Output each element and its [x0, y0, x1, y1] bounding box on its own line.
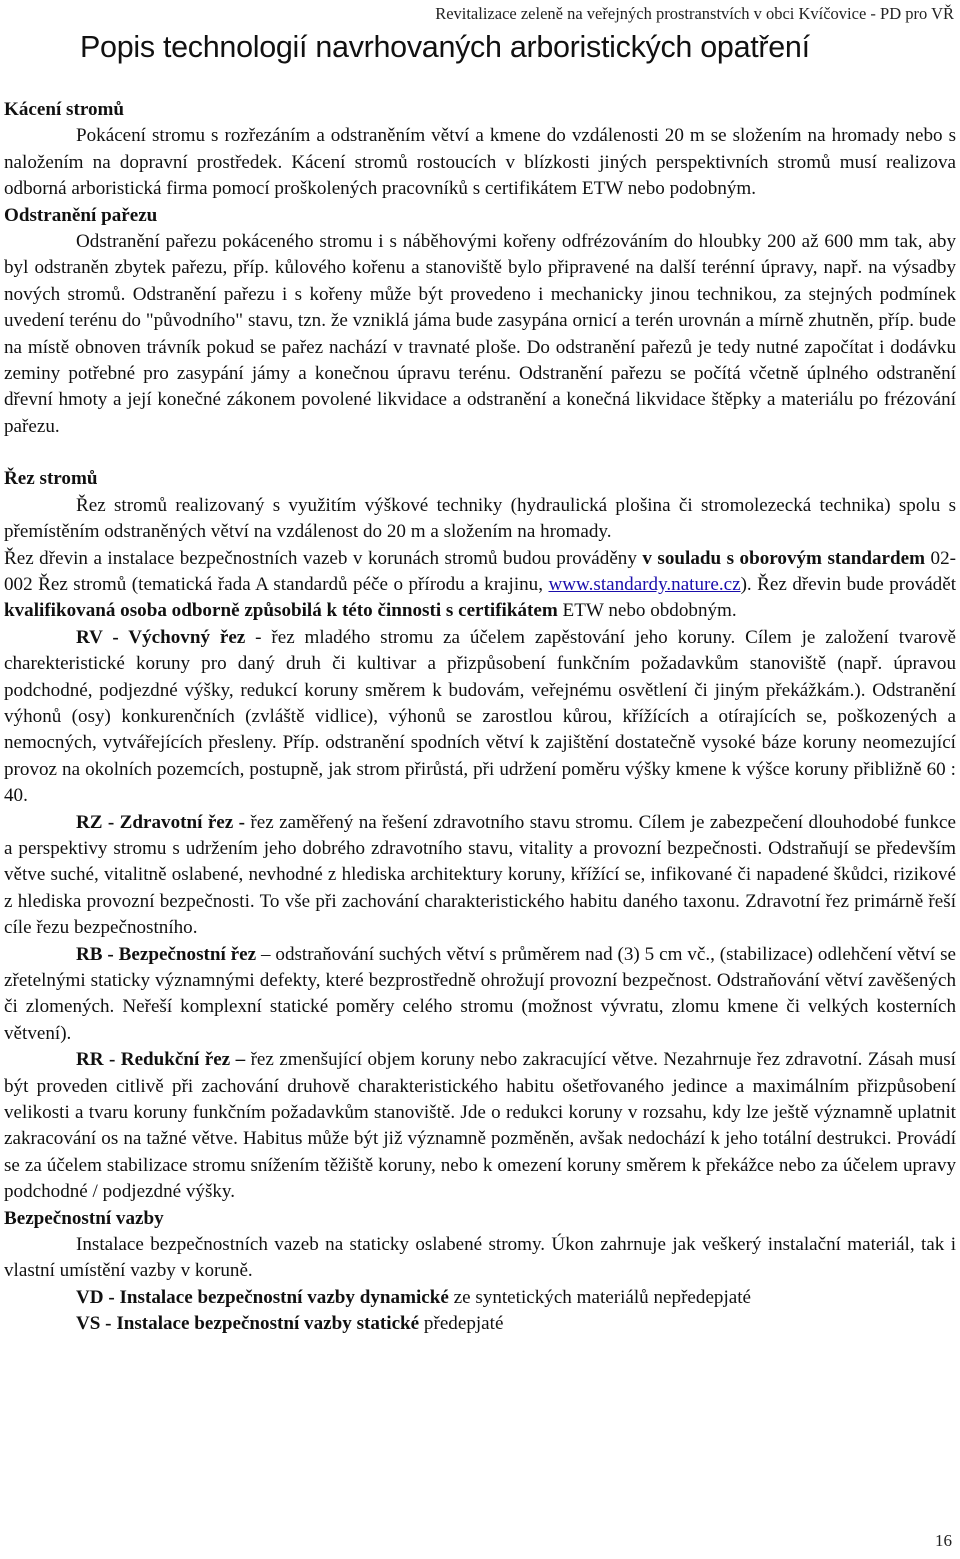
term-rr: RR - Redukční řez – — [76, 1049, 246, 1071]
text-span: - řez mladého stromu za účelem zapěstování jeho koruny. Cílem je založení tvarově charekteristické koruny pro daný druh či kultivar a přizpůsobení funkčním požadavkům stanoviště (např. úpravou podchodné, podjezdné výšky, redukcí koruny směrem k budovám, veřejnému osvětlení či jiným překážkám.). Odstranění výhonů (osy) konkurenčních (zvláště vidlice), výhonů se zarostlou kůrou, křížících a otírajících se, poškozených a nemocných, vytvářejících přesleny. Příp. odstranění spodních větví k zajištění dostatečně vysoké báze koruny neomezující provoz na okolních pozemcích, postupně, jak strom přirůstá, při udržení poměru výšky kmene k výšce koruny přibližně 60 : 40. — [4, 626, 956, 807]
section-heading-kaceni: Kácení stromů — [4, 99, 125, 120]
paragraph-rv — [4, 625, 956, 810]
paragraph-kaceni: Pokácení stromu s rozřezáním a odstraněním větví a kmene do vzdálenosti 20 m se složením na hromady nebo s naložením na dopravní prostředek. Kácení stromů rostoucích v blízkosti jiných perspektivních stromů musí realizova odborná arboristická firma pomocí proškolených pracovníků s certifikátem ETW nebo podobným. — [4, 125, 956, 200]
paragraph-rb — [4, 942, 956, 1048]
paragraph-vd — [4, 1285, 956, 1311]
document-body — [4, 97, 956, 1338]
emphasis-standard: v souladu s oborovým standardem — [642, 547, 926, 569]
emphasis-qualified: kvalifikovaná osoba odborně způsobilá k této činnosti s certifikátem — [4, 600, 558, 622]
text-span: – odstraňování suchých větví s průměrem nad (3) 5 cm vč., (stabilizace) odlehčení větví se zřetelnými staticky významnými defekty, které bezprostředně ohrožují provozní bezpečnost. Odstraňování větví zavěšených či zlomených. Neřeší komplexní statické poměry celého stromu (možnost vývratu, zlomu kmene či velkých kosterních větvení). — [4, 943, 956, 1044]
text-span: ETW nebo obdobným. — [557, 600, 737, 622]
page-number: 16 — [935, 1531, 952, 1550]
text-span: ). Řez dřevin bude provádět — [740, 573, 956, 595]
term-rv: RV - Výchovný řez — [76, 626, 246, 648]
paragraph-rr — [4, 1047, 956, 1205]
spacer — [4, 440, 956, 466]
paragraph-vazby: Instalace bezpečnostních vazeb na staticky oslabené stromy. Úkon zahrnuje jak veškerý instalační materiál, tak i vlastní umístění vazby v koruně. — [4, 1234, 956, 1282]
paragraph-rz — [4, 810, 956, 942]
paragraph-vs — [4, 1311, 956, 1337]
term-rz: RZ - Zdravotní řez - — [76, 811, 245, 833]
text-span: řez zaměřený na řešení zdravotního stavu stromu. Cílem je zabezpečení dlouhodobé funkce a perspektivy stromu s udržením jeho dobrého zdravotního stavu, vitality a provozní bezpečnosti. Odstraňují se především větve suché, vitalitně oslabené, nevhodné z hlediska architektury koruny, křížící se, infikované či napadené škůdci, rizikové z hlediska provozní bezpečnosti. To vše při zachování charakteristického habitu daného taxonu. Zdravotní řez primárně řeší cíle řezu bezpečnostního. — [4, 811, 956, 939]
running-header: Revitalizace zeleně na veřejných prostranstvích v obci Kvíčovice - PD pro VŘ — [435, 4, 954, 23]
term-vd: VD - Instalace bezpečnostní vazby dynamické — [76, 1286, 449, 1308]
text-span: 02- 002 Řez stromů (tematická řada A standardů péče o přírodu a krajinu, — [4, 547, 956, 595]
paragraph-rez-intro: Řez stromů realizovaný s využitím výškové techniky (hydraulická plošina či stromolezecká technika) spolu s přemístěním odstraněných větví na vzdálenost do 20 m a složením na hromady. — [4, 494, 956, 543]
section-heading-vazby: Bezpečnostní vazby — [4, 1207, 164, 1229]
section-heading-parez: Odstranění pařezu — [4, 204, 158, 226]
text-span: předepjaté — [419, 1313, 504, 1335]
page-title: Popis technologií navrhovaných arboristických opatření — [80, 30, 810, 64]
term-rb: RB - Bezpečnostní řez — [76, 943, 257, 965]
standard-link[interactable]: www.standardy.nature.cz — [548, 573, 741, 595]
paragraph-rez-standard — [4, 546, 956, 625]
text-span: ze syntetických materiálů nepředepjaté — [448, 1286, 752, 1308]
section-heading-rez: Řez stromů — [4, 468, 98, 490]
text-span: řez zmenšující objem koruny nebo zakracující větve. Nezahrnuje řez zdravotní. Zásah musí být proveden citlivě při zachování druhově charakteristického habitu ošetřovaného jedince a maximálním přizpůsobení velikosti a tvaru koruny funkčním požadavkům stanoviště. Jde o redukci koruny v rozsahu, kdy lze ještě významně uplatnit zakracování os na tažné větve. Habitus může být již významně pozměněn, avšak nedochází k jeho totální destrukci. Provádí se za účelem stabilizace stromu snížením těžiště koruny, nebo k omezení koruny směrem k překážce nebo za účelem upravy podchodné / podjezdné výšky. — [4, 1049, 956, 1203]
term-vs: VS - Instalace bezpečnostní vazby statické — [76, 1313, 420, 1335]
text-span: Řez dřevin a instalace bezpečnostních vazeb v korunách stromů budou prováděny — [4, 547, 643, 569]
paragraph-parez: Odstranění pařezu pokáceného stromu i s náběhovými kořeny odfrézováním do hloubky 200 až 600 mm tak, aby byl odstraněn zbytek pařezu, příp. kůlového kořenu a stanoviště bylo připravené na další terénní úpravy, např. na výsadby nových stromů. Odstranění pařezu i s kořeny může být provedeno i mechanicky jinou technikou, za stejných podmínek uvedení terénu do "původního" stavu, tzn. že vzniklá jáma bude zasypána ornicí a terén urovnán a mírně zhutněn, příp. bude na místě obnoven trávník pokud se pařez nachází v travnaté ploše. Do odstranění pařezů je tedy nutné započítat i dodávku zeminy potřebné pro zasypání jámy a konečnou úpravu terénu. Odstranění pařezu se počítá včetně úplného odstranění dřevní hmoty a její konečné zákonem povolené likvidace a odstranění a konečná likvidace štěpky a materiálu po frézování pařezu. — [4, 231, 956, 437]
